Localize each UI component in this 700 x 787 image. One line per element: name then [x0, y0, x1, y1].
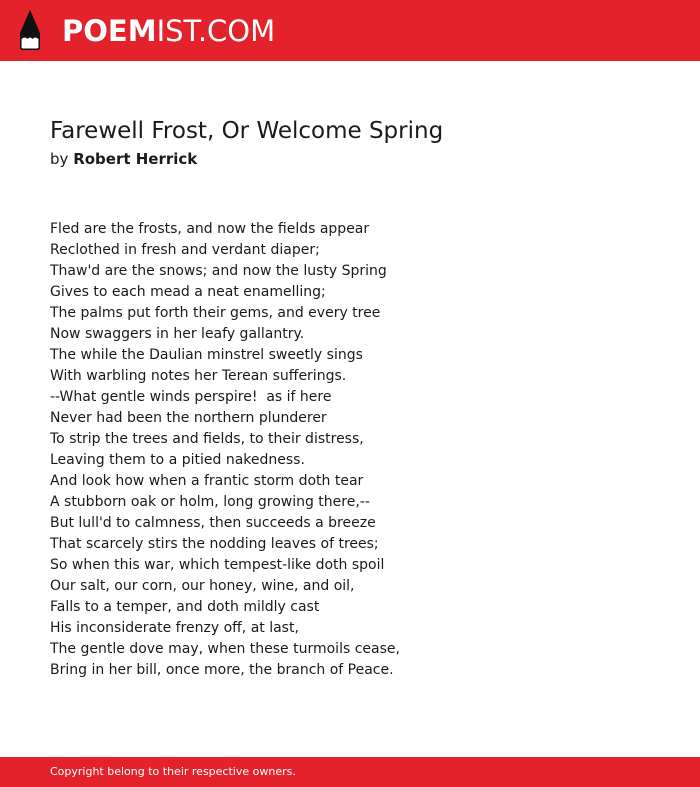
poem-line: With warbling notes her Terean sufferings.	[50, 368, 347, 384]
poem-line: Our salt, our corn, our honey, wine, and oil,	[50, 578, 355, 594]
pencil-tip-icon[interactable]	[16, 9, 44, 51]
poem-line: The while the Daulian minstrel sweetly sings	[50, 347, 363, 363]
poem-body	[50, 219, 400, 681]
site-footer	[0, 757, 700, 787]
poem-line: A stubborn oak or holm, long growing there,--	[50, 494, 370, 510]
poem-line: The palms put forth their gems, and every tree	[50, 305, 381, 321]
site-logo[interactable]	[62, 13, 275, 49]
poem-line: Reclothed in fresh and verdant diaper;	[50, 242, 320, 258]
byline-prefix: by	[50, 150, 69, 168]
poem-line: That scarcely stirs the nodding leaves of trees;	[50, 536, 379, 552]
poem-line: But lull'd to calmness, then succeeds a breeze	[50, 515, 376, 531]
poem-line: Thaw'd are the snows; and now the lusty Spring	[50, 263, 387, 279]
poem-byline	[50, 148, 197, 170]
logo-text-bold: POEM	[62, 14, 157, 48]
poem-line: Gives to each mead a neat enamelling;	[50, 284, 326, 300]
logo-text-light: IST.COM	[156, 14, 276, 48]
poem-line: To strip the trees and fields, to their distress,	[50, 431, 364, 447]
poem-line: Falls to a temper, and doth mildly cast	[50, 599, 320, 615]
copyright-notice: Copyright belong to their respective owners.	[50, 765, 296, 778]
poem-line: Never had been the northern plunderer	[50, 410, 327, 426]
poem-line: Fled are the frosts, and now the fields appear	[50, 221, 370, 237]
poem-line: So when this war, which tempest-like doth spoil	[50, 557, 385, 573]
poem-line: Now swaggers in her leafy gallantry.	[50, 326, 305, 342]
poem-line: Leaving them to a pitied nakedness.	[50, 452, 305, 468]
poem-line: His inconsiderate frenzy off, at last,	[50, 620, 299, 636]
poem-line: --What gentle winds perspire! as if here	[50, 389, 332, 405]
poem-line: Bring in her bill, once more, the branch of Peace.	[50, 662, 394, 678]
poem-line: The gentle dove may, when these turmoils cease,	[50, 641, 400, 657]
site-header	[0, 0, 700, 61]
poem-title: Farewell Frost, Or Welcome Spring	[50, 118, 444, 144]
poem-author: Robert Herrick	[73, 150, 198, 168]
poem-line: And look how when a frantic storm doth tear	[50, 473, 364, 489]
